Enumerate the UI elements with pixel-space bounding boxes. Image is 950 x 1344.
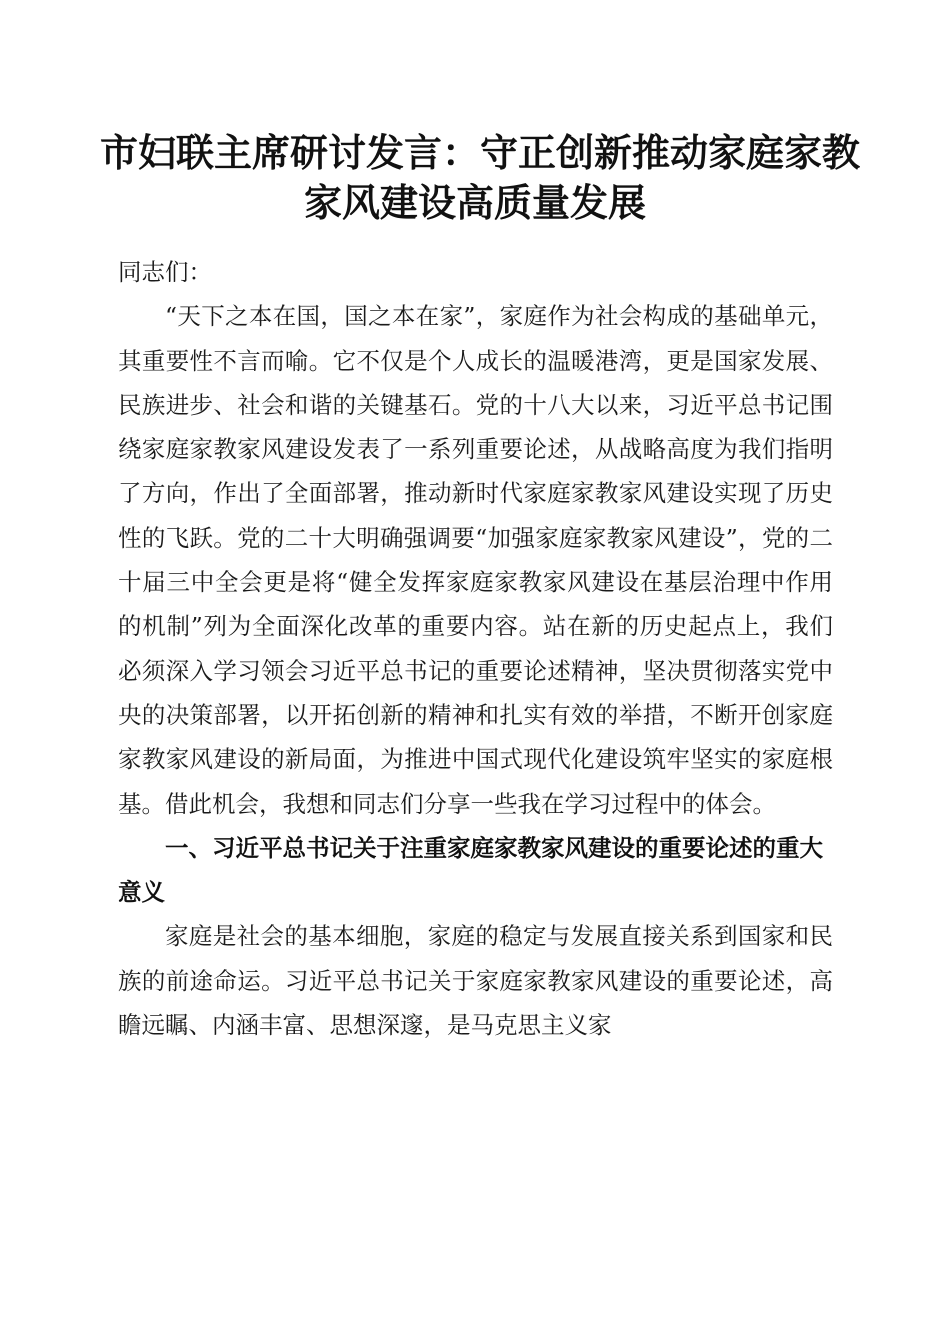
document-body <box>118 250 833 1047</box>
salutation: 同志们： <box>118 258 212 286</box>
paragraph-section-1: 家庭是社会的基本细胞，家庭的稳定与发展直接关系到国家和民族的前途命运。习近平总书记关于家庭家教家风建设的重要论述，高瞻远瞩、内涵丰富、思想深邃，是马克思主义家 <box>118 922 833 1040</box>
title-line-1: 市妇联主席研讨发言：守正创新推动家庭家教 <box>100 130 861 175</box>
document-title <box>100 128 861 228</box>
section-heading-1: 一、习近平总书记关于注重家庭家教家风建设的重要论述的重大意义 <box>118 833 823 907</box>
title-line-2: 家风建设高质量发展 <box>303 180 646 225</box>
paragraph-intro: “天下之本在国，国之本在家”，家庭作为社会构成的基础单元，其重要性不言而喻。它不仅是个人成长的温暖港湾，更是国家发展、民族进步、社会和谐的关键基石。党的十八大以来，习近平总书记围绕家庭家教家风建设发表了一系列重要论述，从战略高度为我们指明了方向，作出了全面部署，推动新时代家庭家教家风建设实现了历史性的飞跃。党的二十大明确强调要“加强家庭家教家风建设”，党的二十届三中全会更是将“健全发挥家庭家教家风建设在基层治理中作用的机制”列为全面深化改革的重要内容。站在新的历史起点上，我们必须深入学习领会习近平总书记的重要论述精神，坚决贯彻落实党中央的决策部署，以开拓创新的精神和扎实有效的举措，不断开创家庭家教家风建设的新局面，为推进中国式现代化建设筑牢坚实的家庭根基。借此机会，我想和同志们分享一些我在学习过程中的体会。 <box>118 302 833 818</box>
